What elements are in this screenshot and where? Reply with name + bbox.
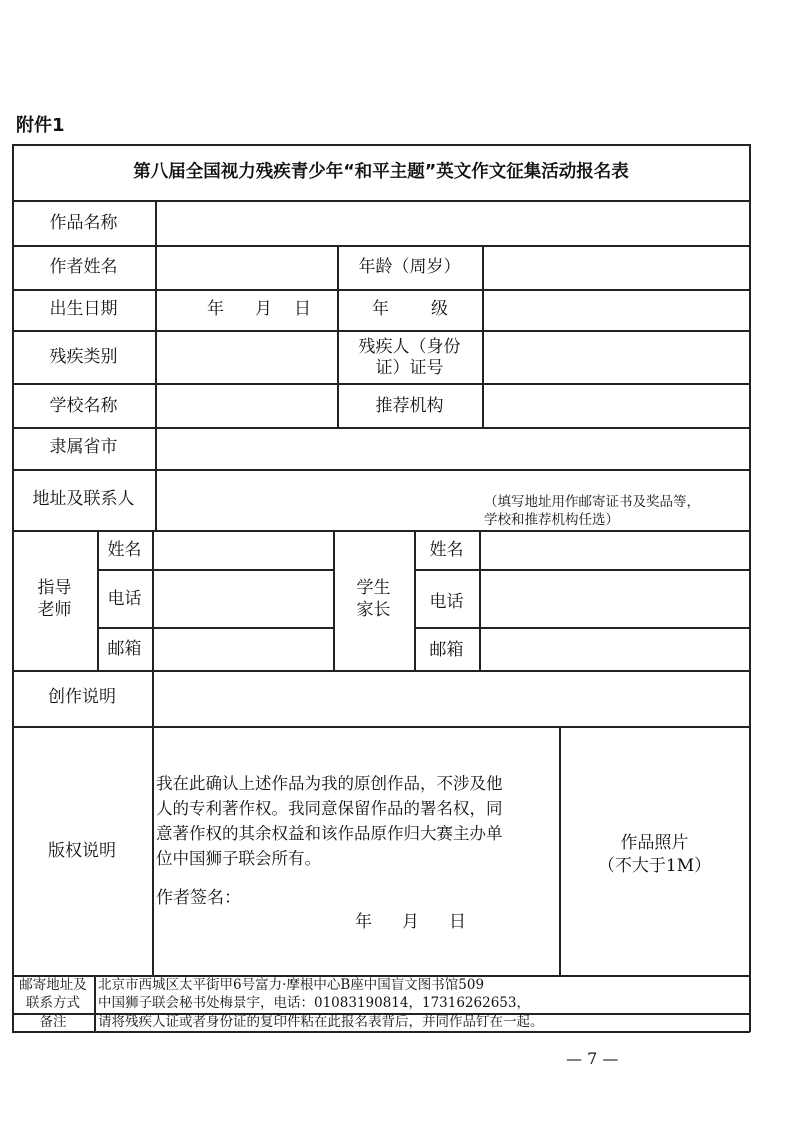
label-teacher-name: 姓名 <box>107 540 142 560</box>
input-grade[interactable] <box>484 291 747 329</box>
mailing-address: 北京市西城区太平街甲6号富力·摩根中心B座中国盲文图书馆509 <box>98 977 485 993</box>
label-creation-note: 创作说明 <box>48 687 116 707</box>
input-disability-type[interactable] <box>157 332 335 382</box>
label-teacher-email: 邮箱 <box>107 639 142 659</box>
remarks-label: 备注 <box>39 1014 67 1030</box>
input-school-name[interactable] <box>157 385 335 426</box>
remarks-text: 请将残疾人证或者身份证的复印件粘在此报名表背后，并同作品钉在一起。 <box>98 1014 544 1030</box>
label-address-contact: 地址及联系人 <box>32 489 135 509</box>
input-age[interactable] <box>484 247 747 288</box>
label-parent-name: 姓名 <box>429 540 464 560</box>
input-id-number[interactable] <box>484 332 747 382</box>
label-copyright: 版权说明 <box>48 841 116 861</box>
signature-field[interactable] <box>238 884 538 910</box>
birth-month: 月 <box>255 299 272 319</box>
input-teacher-phone[interactable] <box>154 571 332 626</box>
label-id-number-2: 证）证号 <box>375 358 444 378</box>
input-teacher-name[interactable] <box>154 532 332 568</box>
input-creation-note[interactable] <box>154 672 747 725</box>
input-address-contact[interactable] <box>157 471 475 529</box>
input-recommender[interactable] <box>484 385 747 426</box>
label-work-name: 作品名称 <box>49 213 118 233</box>
sign-day: 日 <box>449 912 466 932</box>
label-teacher-phone: 电话 <box>107 589 142 609</box>
input-parent-name[interactable] <box>481 532 747 568</box>
label-disability-type: 残疾类别 <box>49 347 118 367</box>
photo-box[interactable] <box>561 728 747 974</box>
input-parent-phone[interactable] <box>481 571 747 626</box>
mailing-contact: 中国狮子联会秘书处梅景宇，电话：01083190814，17316262653， <box>98 995 530 1011</box>
label-author-name: 作者姓名 <box>49 257 118 277</box>
signature-label: 作者签名： <box>156 888 241 908</box>
label-parent-email: 邮箱 <box>429 640 464 660</box>
address-note-1: （填写地址用作邮寄证书及奖品等， <box>484 494 700 510</box>
address-note-2: 学校和推荐机构任选） <box>484 512 619 528</box>
label-id-number-1: 残疾人（身份 <box>358 337 461 357</box>
label-teacher-2: 老师 <box>37 600 72 620</box>
mailing-label-2: 联系方式 <box>26 995 80 1011</box>
label-parent-phone: 电话 <box>429 592 464 612</box>
form-title: 第八届全国视力残疾青少年“和平主题”英文作文征集活动报名表 <box>133 162 629 182</box>
sign-month: 月 <box>402 912 419 932</box>
input-author-name[interactable] <box>157 247 335 288</box>
input-province[interactable] <box>157 429 747 468</box>
label-parent-1: 学生 <box>356 578 391 598</box>
birth-day: 日 <box>294 299 311 319</box>
photo-label: 作品照片 <box>620 833 689 853</box>
sign-year: 年 <box>355 912 372 932</box>
page-number: — 7 — <box>566 1049 619 1068</box>
input-birth-date[interactable] <box>157 291 335 329</box>
attachment-label: 附件1 <box>16 115 65 136</box>
mailing-label-1: 邮寄地址及 <box>19 977 87 993</box>
label-school-name: 学校名称 <box>49 396 118 416</box>
label-parent-2: 家长 <box>356 600 391 620</box>
label-teacher-1: 指导 <box>37 578 72 598</box>
label-age: 年龄（周岁） <box>358 257 461 277</box>
label-birth-date: 出生日期 <box>49 299 118 319</box>
copyright-statement-2: 人的专利著作权。我同意保留作品的署名权，同 <box>156 799 503 818</box>
copyright-statement-1: 我在此确认上述作品为我的原创作品，不涉及他 <box>156 774 503 793</box>
label-grade-a: 年 <box>372 299 389 319</box>
input-work-name[interactable] <box>157 202 747 244</box>
photo-note: （不大于1M） <box>597 856 712 876</box>
copyright-statement-4: 位中国狮子联会所有。 <box>156 849 321 868</box>
label-province: 隶属省市 <box>49 437 118 457</box>
label-grade-b: 级 <box>431 299 448 319</box>
label-recommender: 推荐机构 <box>375 396 444 416</box>
input-teacher-email[interactable] <box>154 629 332 669</box>
birth-year: 年 <box>207 299 224 319</box>
input-parent-email[interactable] <box>481 629 747 669</box>
copyright-statement-3: 意著作权的其余权益和该作品原作归大赛主办单 <box>156 824 503 843</box>
